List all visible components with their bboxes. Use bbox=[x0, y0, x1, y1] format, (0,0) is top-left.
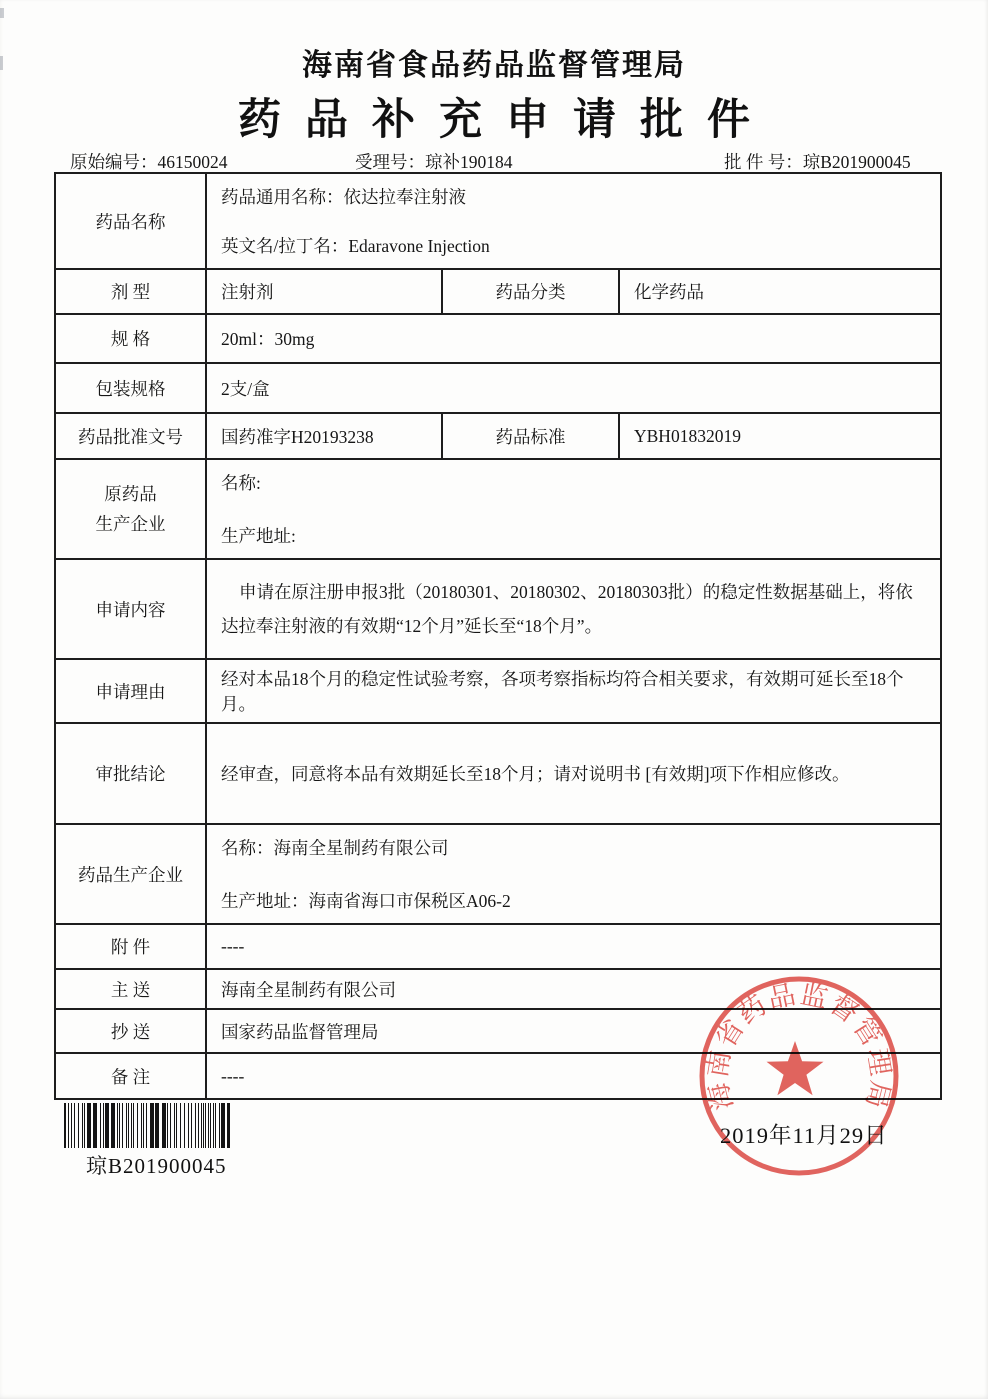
manufacturer-label: 药品生产企业 bbox=[55, 824, 206, 924]
dosage-form-value: 注射剂 bbox=[206, 269, 442, 314]
approval-date: 2019年11月29日 bbox=[720, 1123, 888, 1148]
remarks-label: 备 注 bbox=[55, 1053, 206, 1099]
table-row-pack bbox=[55, 363, 941, 413]
table-row-attachment bbox=[55, 924, 941, 969]
standard-value: YBH01832019 bbox=[619, 413, 941, 459]
approval-conclusion-text: 经审查，同意将本品有效期延长至18个月；请对说明书 [有效期]项下作相应修改。 bbox=[206, 723, 941, 824]
orig-manufacturer-name: 名称: bbox=[221, 473, 261, 493]
main-recipient-label: 主 送 bbox=[55, 969, 206, 1009]
pack-value: 2支/盒 bbox=[206, 363, 941, 413]
table-row-application-reason bbox=[55, 659, 941, 723]
barcode bbox=[64, 1103, 231, 1148]
table-row-remarks bbox=[55, 1053, 941, 1099]
manufacturer-cell bbox=[206, 824, 941, 924]
approval-number-label: 药品批准文号 bbox=[55, 413, 206, 459]
remarks-value: ---- bbox=[206, 1053, 941, 1099]
application-content-cell bbox=[206, 559, 941, 659]
table-row-spec bbox=[55, 314, 941, 363]
pack-label: 包装规格 bbox=[55, 363, 206, 413]
manufacturer-address: 生产地址：海南省海口市保税区A06-2 bbox=[221, 891, 511, 911]
dosage-form-label: 剂 型 bbox=[55, 269, 206, 314]
drug-name-label: 药品名称 bbox=[55, 173, 206, 269]
english-name-value: 英文名/拉丁名：Edaravone Injection bbox=[221, 236, 490, 256]
attachment-label: 附 件 bbox=[55, 924, 206, 969]
table-row-approval-number bbox=[55, 413, 941, 459]
table-row-dosage-form bbox=[55, 269, 941, 314]
main-recipient-value: 海南全星制药有限公司 bbox=[206, 969, 941, 1009]
orig-manufacturer-address: 生产地址: bbox=[221, 526, 296, 546]
cc-value: 国家药品监督管理局 bbox=[206, 1009, 941, 1053]
standard-label: 药品标准 bbox=[442, 413, 619, 459]
application-reason-text: 经对本品18个月的稳定性试验考察，各项考察指标均符合相关要求，有效期可延长至18个月。 bbox=[206, 659, 941, 723]
approval-number: 批 件 号：琼B201900045 bbox=[724, 152, 911, 172]
cc-label: 抄 送 bbox=[55, 1009, 206, 1053]
attachment-value: ---- bbox=[206, 924, 941, 969]
barcode-value-label: 琼B201900045 bbox=[86, 1154, 227, 1178]
approval-conclusion-label: 审批结论 bbox=[55, 723, 206, 824]
application-reason-label: 申请理由 bbox=[55, 659, 206, 723]
table-row-manufacturer bbox=[55, 824, 941, 924]
table-row-application-content bbox=[55, 559, 941, 659]
original-number: 原始编号：46150024 bbox=[70, 152, 228, 172]
approval-number-value: 国药准字H20193238 bbox=[206, 413, 442, 459]
table-row-cc bbox=[55, 1009, 941, 1053]
table-row-main-recipient bbox=[55, 969, 941, 1009]
document-title: 药品补充申请批件 bbox=[238, 97, 774, 144]
table-row-drug-name bbox=[55, 173, 941, 269]
manufacturer-name: 名称：海南全星制药有限公司 bbox=[221, 838, 449, 858]
scan-artifact bbox=[0, 8, 4, 18]
spec-value: 20ml：30mg bbox=[206, 314, 941, 363]
issuing-authority-title: 海南省食品药品监督管理局 bbox=[302, 49, 686, 82]
drug-name-cell bbox=[206, 173, 941, 269]
application-content-label: 申请内容 bbox=[55, 559, 206, 659]
generic-name-value: 药品通用名称：依达拉奉注射液 bbox=[221, 187, 466, 207]
application-content-text: 申请在原注册申报3批（20180301、20180302、20180303批）的稳定性数据基础上，将依达拉奉注射液的有效期“12个月”延长至“18个月”。 bbox=[221, 582, 913, 636]
table-row-orig-manufacturer bbox=[55, 459, 941, 559]
category-value: 化学药品 bbox=[619, 269, 941, 314]
category-label: 药品分类 bbox=[442, 269, 619, 314]
orig-manufacturer-label: 原药品 生产企业 bbox=[55, 459, 206, 559]
acceptance-number: 受理号：琼补190184 bbox=[355, 152, 513, 172]
orig-manufacturer-cell bbox=[206, 459, 941, 559]
table-row-approval-conclusion bbox=[55, 723, 941, 824]
approval-table bbox=[54, 172, 942, 1100]
seal-arc-text: 海南省药品监督管理局 bbox=[701, 978, 897, 1114]
spec-label: 规 格 bbox=[55, 314, 206, 363]
